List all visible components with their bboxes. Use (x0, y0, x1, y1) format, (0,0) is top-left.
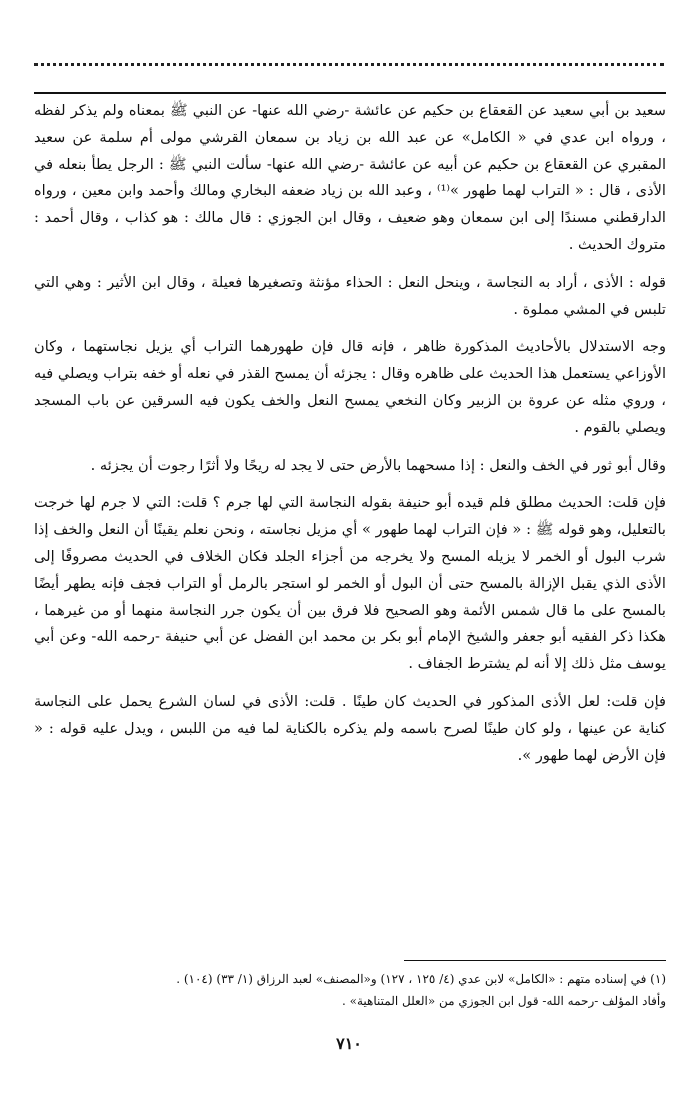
paragraph-objection-1: فإن قلت: الحديث مطلق فلم قيده أبو حنيفة بقوله النجاسة التي لها جرم ؟ قلت: التي لا جرم لها خرجت بالتعليل، وهو قوله ﷺ : « فإن التراب لهما طهور » أي مزيل نجاسته ، ونحن نعلم يقينًا أن النعل والخف إذا شرب البول أو الخمر لا يزيله المسح ولا يخرجه من أجزاء الجلد فكان الخلاف في الحديث مصروفًا إلى الأذى الذي يقبل الإزالة بالمسح حتى أن البول أو الخمر لو استجر بالرمل أو التراب فجف فإنه يطهر أيضًا بالمسح على ما قال شمس الأئمة وهو الصحيح فلا فرق بين أن يكون جرر النجاسة منهما أو من غيرهما ، هكذا ذكر الفقيه أبو جعفر والشيخ الإمام أبو بكر بن محمد ابن الفضل عن أبي حنيفة -رحمه الله- وعن أبي يوسف مثل ذلك إلا أنه لم يشترط الجفاف . (34, 494, 666, 673)
main-text (34, 98, 666, 780)
paragraph-inference: وجه الاستدلال بالأحاديث المذكورة ظاهر ، فإنه قال فإن طهورهما التراب أي يزيل نجاستهما ، وكان الأوزاعي يستعمل هذا الحديث على ظاهره وقال : يجزئه أن يمسح القذر في نعله أو خفه بتراب ويصلي فيه ، وروي مثله عن عروة بن الزبير وكان النخعي يمسح النعل والخف يكون فيه السرقين عن باب المسجد ويصلي بالقوم . (34, 338, 666, 436)
header-rule (34, 92, 666, 94)
paragraph-definition: قوله : الأذى ، أراد به النجاسة ، وينحل النعل : الحذاء مؤنثة وتصغيرها فعيلة ، وقال ابن الأثير : وهي التي تلبس في المشي مملوة . (34, 273, 666, 318)
paragraph-hadith-isnad: سعيد بن أبي سعيد عن القعقاع بن حكيم عن عائشة -رضي الله عنها- عن النبي ﷺ بمعناه ولم يذكر لفظه ، ورواه ابن عدي في « الكامل» عن عبد الله بن زياد بن سمعان القرشي مولى أم سلمة عن سعيد المقبري عن القعقاع بن حكيم عن أبيه عن عائشة -رضي الله عنها- سألت النبي ﷺ : الرجل يطأ بنعله في الأذى ، قال : « التراب لهما طهور »⁽¹⁾ ، وعبد الله بن زياد ضعفه البخاري ومالك وأحمد وابن معين ، ورواه الدارقطني مسندًا إلى ابن سمعان وهو ضعيف ، وقال ابن الجوزي : قال مالك : هو كذاب ، وقال أحمد : متروك الحديث . (34, 102, 666, 253)
dotted-header-line (34, 63, 664, 66)
paragraph-objection-2: فإن قلت: لعل الأذى المذكور في الحديث كان طينًا . قلت: الأذى في لسان الشرع يحمل على النجاسة كناية عن عينها ، ولو كان طينًا لصرح باسمه ولم يذكره بالكناية لما فيه من اللبس ، ويدل عليه قوله : « فإن الأرض لهما طهور ». (34, 692, 666, 764)
footnotes (34, 968, 666, 1012)
page-number: ٧١٠ (336, 1034, 362, 1053)
footnote-1: (١) في إسناده متهم : «الكامل» لابن عدي (٤/ ١٢٥ ، ١٢٧) و«المصنف» لعبد الرزاق (١/ ٣٣) (١٠٤) . (176, 972, 666, 986)
footnote-2: وأفاد المؤلف -رحمه الله- قول ابن الجوزي من «العلل المتناهية» . (342, 994, 666, 1008)
paragraph-abu-thawr: وقال أبو ثور في الخف والنعل : إذا مسحهما بالأرض حتى لا يجد له ريحًا ولا أثرًا رجوت أن يجزئه . (90, 456, 666, 474)
footnote-separator (404, 960, 666, 961)
